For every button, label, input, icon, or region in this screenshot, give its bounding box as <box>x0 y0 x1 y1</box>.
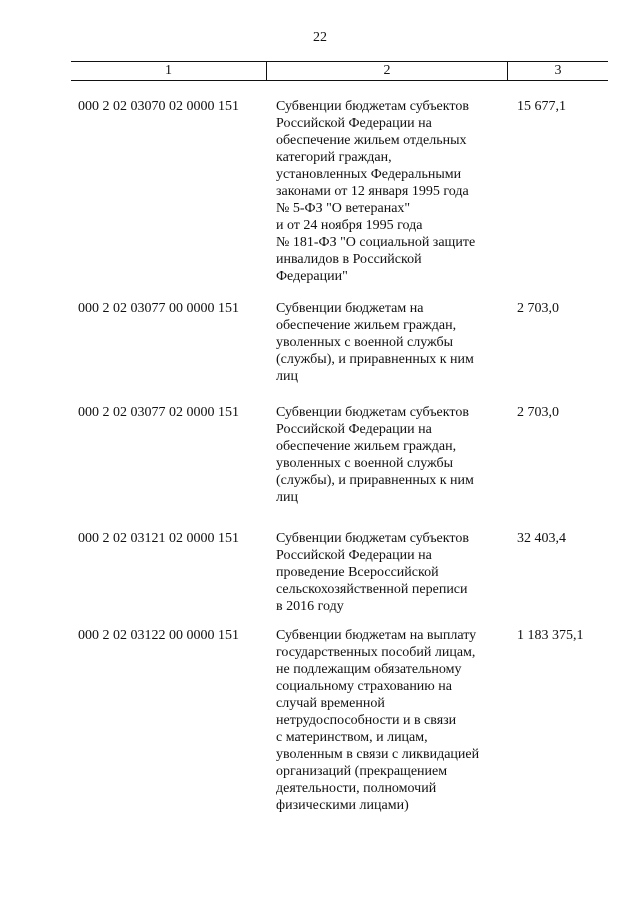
amount: 32 403,4 <box>517 531 566 546</box>
table-row <box>0 98 640 300</box>
amount: 2 703,0 <box>517 405 559 420</box>
description: Субвенции бюджетам субъектов Российской Федерации на проведение Всероссийской сельскохозяйственной переписи в 2016 году <box>276 531 469 614</box>
budget-code: 000 2 02 03077 00 0000 151 <box>78 301 239 316</box>
header-col-1: 1 <box>71 62 267 80</box>
header-col-3: 3 <box>554 63 562 78</box>
amount: 2 703,0 <box>517 301 559 316</box>
description: Субвенции бюджетам на обеспечение жильем граждан, уволенных с военной службы (службы), и приравненных к ним лиц <box>276 301 474 384</box>
budget-code: 000 2 02 03070 02 0000 151 <box>78 99 239 114</box>
table-row <box>0 404 640 530</box>
table-body <box>0 98 640 814</box>
budget-code: 000 2 02 03077 02 0000 151 <box>78 405 239 420</box>
table-row <box>0 530 640 627</box>
description: Субвенции бюджетам субъектов Российской Федерации на обеспечение жильем отдельных категорий граждан, установленных Федеральными законами от 12 января 1995 года № 5-ФЗ "О ветеранах" и от 24 ноября 1995 года № 181-ФЗ "О социальной защите инвалидов в Российской Федерации" <box>276 99 476 284</box>
description: Субвенции бюджетам на выплату государственных пособий лицам, не подлежащим обязательному социальному страхованию на случай временной нетрудоспособности и в связи с материнством, и лицам, уволенным в связи с ликвидацией организаций (прекращением деятельности, полномочий физическими лицами) <box>276 628 480 813</box>
description: Субвенции бюджетам субъектов Российской Федерации на обеспечение жильем граждан, уволенных с военной службы (службы), и приравненных к ним лиц <box>276 405 474 505</box>
table-row <box>0 627 640 814</box>
amount: 1 183 375,1 <box>517 628 584 643</box>
table-row <box>0 300 640 404</box>
table-header <box>71 61 608 81</box>
header-col-2: 2 <box>267 62 508 80</box>
budget-code: 000 2 02 03121 02 0000 151 <box>78 531 239 546</box>
amount: 15 677,1 <box>517 99 566 114</box>
page-number: 22 <box>313 30 327 45</box>
budget-code: 000 2 02 03122 00 0000 151 <box>78 628 239 643</box>
